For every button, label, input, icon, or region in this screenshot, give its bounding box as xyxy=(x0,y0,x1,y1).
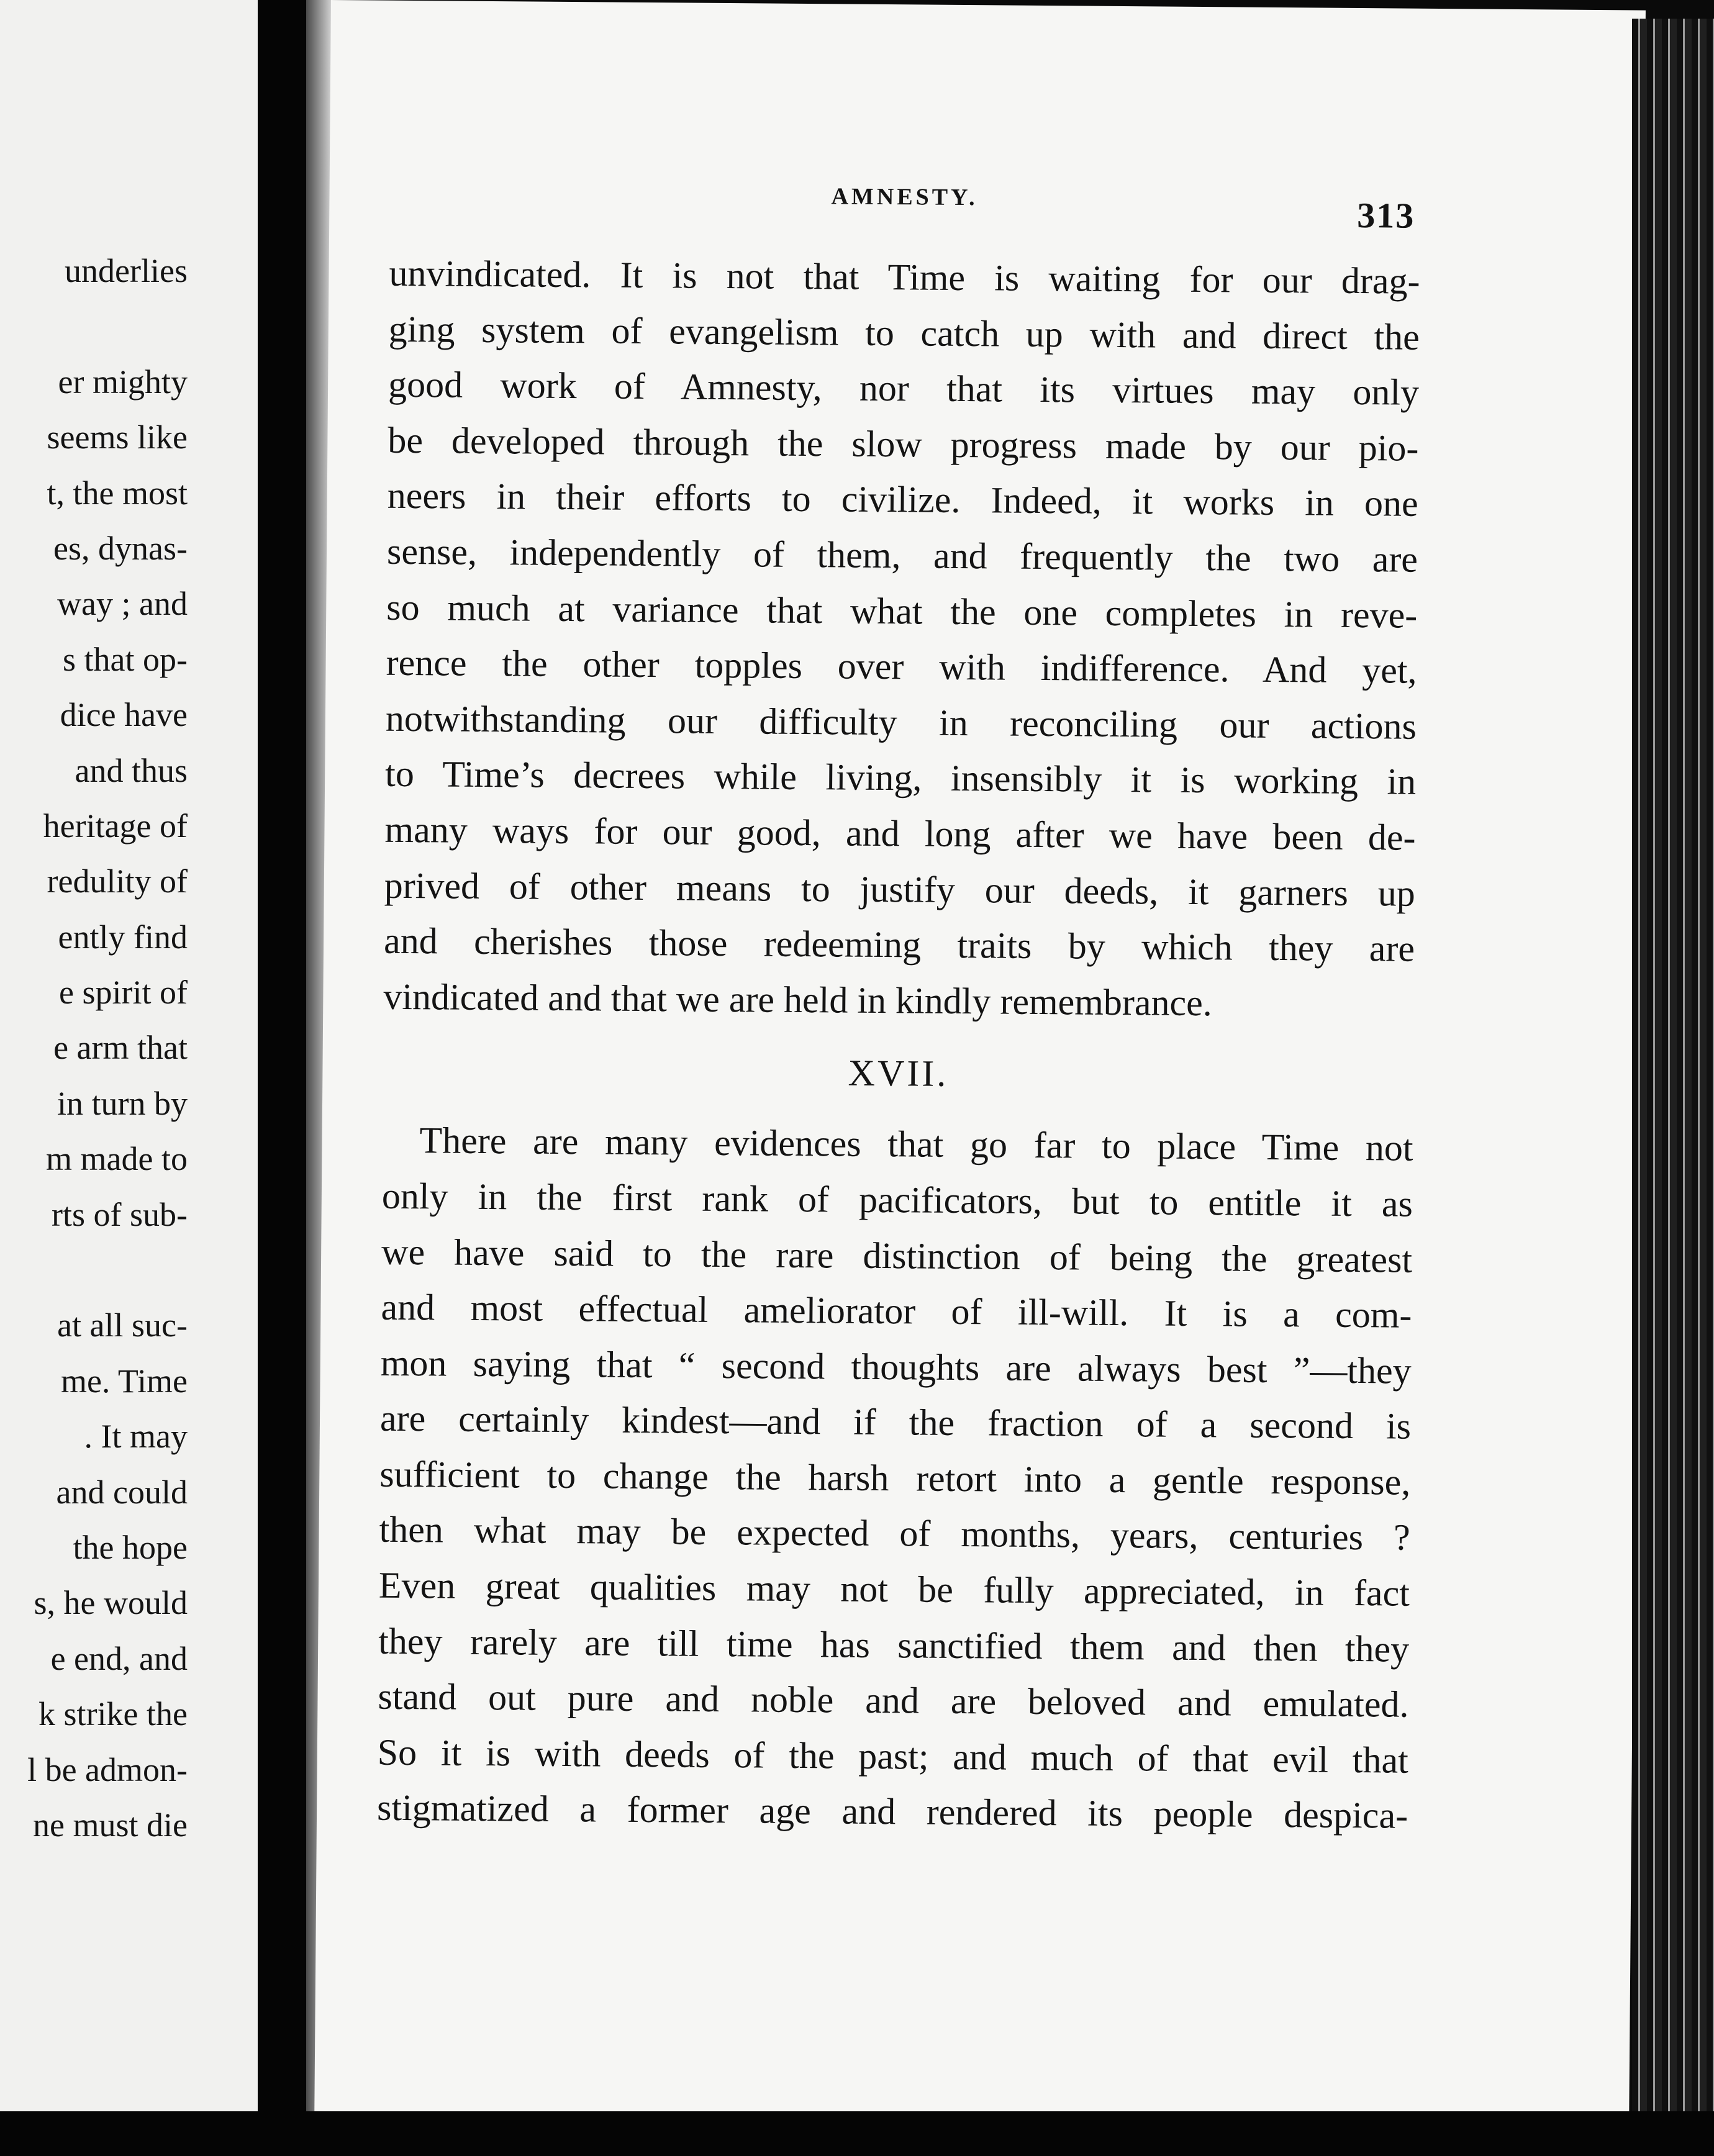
paragraph-line: good work of Amnesty, nor that its virtues may only xyxy=(388,363,1420,413)
left-page-line: s that op- xyxy=(63,640,188,678)
paragraph-line: There are many evidences that go far to place Time not xyxy=(419,1120,1413,1169)
paragraph-line: many ways for our good, and long after we have been de- xyxy=(384,808,1416,858)
right-page xyxy=(314,0,1646,2122)
left-page-line: way ; and xyxy=(57,585,188,623)
left-page-line: e spirit of xyxy=(59,974,188,1012)
left-page-line: and could xyxy=(56,1473,188,1511)
paragraph-line: stand out pure and noble and are beloved and emulated. xyxy=(378,1675,1409,1725)
left-page-line: redulity of xyxy=(47,863,188,900)
paragraph-line: so much at variance that what the one completes in reve- xyxy=(386,586,1418,636)
paragraph-line: neers in their efforts to civilize. Indeed, it works in one xyxy=(387,475,1418,525)
paragraph-line: vindicated and that we are held in kindly remembrance. xyxy=(383,976,1213,1023)
paragraph-line: rence the other topples over with indifference. And yet, xyxy=(386,641,1417,691)
left-page-line: dice have xyxy=(60,696,188,734)
left-page-line xyxy=(0,1243,188,1298)
left-page-line: k strike the xyxy=(39,1695,188,1733)
left-page-line: l be admon- xyxy=(27,1751,188,1788)
page-edges xyxy=(1632,19,1714,2130)
paragraph-line: Even great qualities may not be fully appreciated, in fact xyxy=(378,1564,1410,1614)
paragraph-line: only in the first rank of pacificators, but to entitle it as xyxy=(381,1175,1413,1225)
left-page-line: e arm that xyxy=(53,1029,188,1067)
left-page-line: er mighty xyxy=(58,363,188,401)
left-page-line: heritage of xyxy=(43,807,188,845)
paragraph-line: prived of other means to justify our deeds, it garners up xyxy=(384,864,1416,914)
left-page-line: underlies xyxy=(65,252,188,289)
left-page-line: at all suc- xyxy=(57,1307,188,1344)
paragraph-1 xyxy=(383,246,1420,1033)
left-page-line xyxy=(0,299,188,354)
paragraph-line: to Time’s decrees while living, insensibly it is working in xyxy=(384,753,1417,803)
left-page-line: e end, and xyxy=(50,1639,188,1677)
left-page-line: the hope xyxy=(73,1528,188,1566)
left-page-line: s, he would xyxy=(34,1584,188,1622)
left-page-line: m made to xyxy=(46,1140,188,1178)
scan-bottom-border xyxy=(0,2111,1714,2156)
section-heading: XVII. xyxy=(848,1052,949,1095)
left-page-line: seems like xyxy=(47,419,188,456)
paragraph-line: mon saying that “ second thoughts are always best ”—they xyxy=(380,1342,1412,1392)
left-page-line: and thus xyxy=(75,751,188,789)
left-page-line: es, dynas- xyxy=(53,529,188,567)
paragraph-line: So it is with deeds of the past; and much of that evil that xyxy=(377,1731,1409,1781)
paragraph-2 xyxy=(377,1113,1413,1844)
paragraph-line: stigmatized a former age and rendered its people despica- xyxy=(376,1787,1408,1837)
paragraph-line: and cherishes those redeeming traits by which they are xyxy=(383,920,1415,969)
paragraph-line: ging system of evangelism to catch up with and direct the xyxy=(388,308,1420,358)
paragraph-line: then what may be expected of months, years, centuries ? xyxy=(379,1509,1410,1559)
left-page-line: ently find xyxy=(58,918,188,956)
left-page-line: t, the most xyxy=(47,474,188,512)
paragraph-line: are certainly kindest—and if the fraction of a second is xyxy=(379,1397,1412,1447)
left-page-line: rts of sub- xyxy=(52,1195,188,1233)
paragraph-line: they rarely are till time has sanctified them and then they xyxy=(378,1620,1410,1670)
left-page xyxy=(0,0,258,2111)
left-page-text xyxy=(0,243,188,1853)
page-number: 313 xyxy=(1357,194,1415,236)
paragraph-line: we have said to the rare distinction of being the greatest xyxy=(381,1231,1413,1280)
left-page-line: ne must die xyxy=(33,1806,188,1844)
left-page-line: in turn by xyxy=(57,1084,188,1122)
left-page-line: me. Time xyxy=(60,1362,188,1400)
paragraph-line: and most effectual ameliorator of ill-will. It is a com- xyxy=(381,1286,1412,1336)
body-text xyxy=(377,246,1420,1844)
gutter xyxy=(258,0,306,2156)
paragraph-line: notwithstanding our difficulty in reconciling our actions xyxy=(385,697,1417,747)
paragraph-line: unvindicated. It is not that Time is waiting for our drag- xyxy=(389,252,1420,302)
left-page-line: . It may xyxy=(84,1418,188,1456)
paragraph-line: sufficient to change the harsh retort into a gentle response, xyxy=(379,1453,1411,1503)
running-head: AMNESTY. xyxy=(831,183,978,211)
paragraph-line: be developed through the slow progress made by our pio- xyxy=(388,419,1419,469)
paragraph-line: sense, independently of them, and frequently the two are xyxy=(386,530,1418,580)
